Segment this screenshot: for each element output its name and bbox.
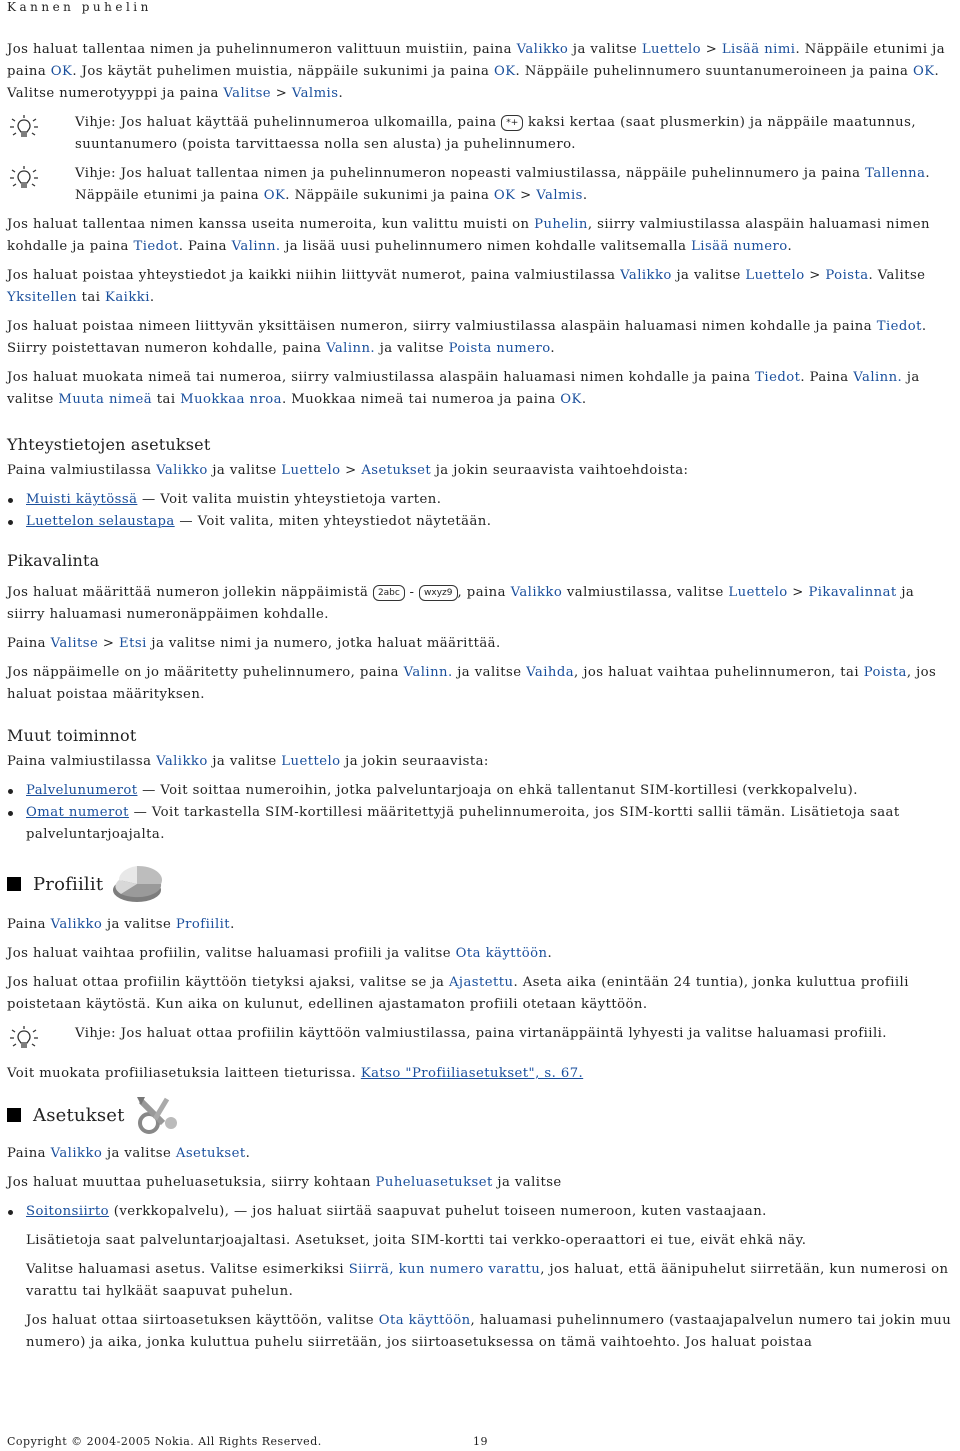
section-square-icon [7,877,21,891]
paragraph: Paina Valikko ja valitse Profiilit. [7,917,235,932]
paragraph-save-name: Jos haluat tallentaa nimen ja puhelinnumeron valittuun muistiin, paina Valikko ja valitse Luettelo > Lisää nimi. Näppäile etunimi ja paina OK. Jos käytät puhelimen muistia, näppäile sukunimi ja paina OK. Näppäile puhelinnumero suuntanumeroineen ja paina OK. Valitse numerotyyppi ja paina Valitse > Valmis. [7,42,946,101]
list-item: Muisti käytössä — Voit valita muistin yhteystietoja varten. [7,489,953,511]
paragraph: Jos haluat ottaa profiilin käyttöön tietyksi ajaksi, valitse se ja Ajastettu. Aseta aika (enintään 24 tuntia), jonka kuluttua profiili poistetaan käytöstä. Kun aika on kulunut, edellinen ajastamaton profiili otetaan käyttöön. [7,975,909,1012]
document-page [7,0,953,1361]
paragraph: Paina Valitse > Etsi ja valitse nimi ja numero, jotka haluat määrittää. [7,636,501,651]
lightbulb-icon [7,1023,75,1053]
paragraph: Jos näppäimelle on jo määritetty puhelinnumero, paina Valinn. ja valitse Vaihda, jos haluat vaihtaa puhelinnumeron, tai Poista, jos haluat poistaa määrityksen. [7,665,937,702]
tip-box: Vihje: Jos haluat ottaa profiilin käyttöön valmiustilassa, paina virtanäppäintä lyhyesti ja valitse haluamasi profiili. [7,1023,953,1053]
options-list [7,489,953,533]
key-ok: OK [493,64,516,79]
paragraph-delete-contacts: Jos haluat poistaa yhteystiedot ja kaikki niihin liittyvät numerot, paina valmiustilassa Valikko ja valitse Luettelo > Poista. Valitse Yksitellen tai Kaikki. [7,268,926,305]
list-item: Omat numerot — Voit tarkastella SIM-kortillesi määritettyjä puhelinnumeroita, jos SIM-kortti sallii tämän. Lisätietoja saat palveluntarjoajalta. [7,802,953,846]
paragraph: Paina valmiustilassa Valikko ja valitse Luettelo ja jokin seuraavista: [7,754,489,769]
lightbulb-icon [7,163,75,207]
copyright-text: Copyright © 2004-2005 Nokia. All Rights Reserved. [7,1435,322,1448]
profiles-pie-icon [111,860,165,908]
option-valitse: Valitse [223,86,272,101]
tip-box: Vihje: Jos haluat tallentaa nimen ja puhelinnumeron nopeasti valmiustilassa, näppäile puhelinnumero ja paina Tallenna. Näppäile etunimi ja paina OK. Näppäile sukunimi ja paina OK > Valmis. [7,163,953,207]
section-title-yhteystietojen-asetukset: Yhteystietojen asetukset [7,435,211,454]
paragraph: Valitse haluamasi asetus. Valitse esimerkiksi Siirrä, kun numero varattu, jos haluat, että äänipuhelut siirretään, kun numerosi on varattu tai hylkäät saapuvat puhelun. [26,1262,949,1299]
lightbulb-icon [7,112,75,156]
menu-lisaa-nimi: Lisää nimi [721,42,796,57]
profile-settings-link[interactable]: Katso "Profiiliasetukset", s. 67. [360,1066,584,1081]
paragraph: Jos haluat määrittää numeron jollekin näppäimistä 2abc - wxyz9 , paina Valikko valmiustilassa, valitse Luettelo > Pikavalinnat ja siirry haluamasi numeronäppäimen kohdalle. [7,585,915,622]
settings-wrench-icon [133,1093,183,1137]
page-number: 19 [473,1435,488,1448]
key-ok: OK [50,64,73,79]
list-item: Soitonsiirto (verkkopalvelu), — jos haluat siirtää saapuvat puhelut toiseen numeroon, kuten vastaajaan. [7,1201,953,1223]
paragraph: Jos haluat vaihtaa profiilin, valitse haluamasi profiili ja valitse Ota käyttöön. [7,946,553,961]
list-item: Luettelon selaustapa — Voit valita, miten yhteystiedot näytetään. [7,511,953,533]
menu-valikko: Valikko [516,42,569,57]
paragraph-multiple-numbers: Jos haluat tallentaa nimen kanssa useita numeroita, kun valittu muisti on Puhelin, siirry valmiustilassa alaspäin haluamasi nimen kohdalle ja paina Tiedot. Paina Valinn. ja lisää uusi puhelinnumero nimen kohdalle valitsemalla Lisää numero. [7,217,930,254]
paragraph: Voit muokata profiiliasetuksia laitteen tieturissa. Katso "Profiiliasetukset", s. 67. [7,1066,584,1081]
section-title-pikavalinta: Pikavalinta [7,551,100,570]
star-plus-key-icon: *+ [501,115,523,131]
menu-luettelo: Luettelo [641,42,702,57]
key-ok: OK [912,64,935,79]
list-item: Palvelunumerot — Voit soittaa numeroihin, jotka palveluntarjoaja on ehkä tallentanut SIM-kortillesi (verkkopalvelu). [7,780,953,802]
paragraph-delete-number: Jos haluat poistaa nimeen liittyvän yksittäisen numeron, siirry valmiustilassa alaspäin haluamasi nimen kohdalle ja paina Tiedot. Siirry poistettavan numeron kohdalle, paina Valinn. ja valitse Poista numero. [7,319,927,356]
options-list [7,1201,953,1223]
paragraph: Paina valmiustilassa Valikko ja valitse Luettelo > Asetukset ja jokin seuraavista vaihtoehdoista: [7,463,689,478]
tip-box: Vihje: Jos haluat käyttää puhelinnumeroa ulkomailla, paina *+ kaksi kertaa (saat plusmerkin) ja näppäile maatunnus, suuntanumero (poista tarvittaessa nolla sen alusta) ja puhelinnumero. [7,112,953,156]
paragraph: Jos haluat ottaa siirtoasetuksen käyttöön, valitse Ota käyttöön, haluamasi puhelinnumero (vastaajapalvelun numero tai jokin muu numero) ja aika, jonka kuluttua puhelu siirretään, jos siirtoasetuksessa on tämä vaihtoehto. Jos haluat poistaa [26,1313,952,1350]
page-footer [7,1435,488,1448]
paragraph: Jos haluat muuttaa puheluasetuksia, siirry kohtaan Puheluasetukset ja valitse [7,1175,562,1190]
chapter-title-asetukset: Asetukset [7,1093,953,1137]
paragraph: Paina Valikko ja valitse Asetukset. [7,1146,251,1161]
running-header: Kannen puhelin [7,0,152,14]
option-valmis: Valmis [291,86,339,101]
paragraph-edit: Jos haluat muokata nimeä tai numeroa, siirry valmiustilassa alaspäin haluamasi nimen kohdalle ja paina Tiedot. Paina Valinn. ja valitse Muuta nimeä tai Muokkaa nroa. Muokkaa nimeä tai numeroa ja paina OK. [7,370,920,407]
chapter-title-profiilit: Profiilit [7,860,953,908]
key-2-icon: 2abc [373,585,405,601]
key-9-icon: wxyz9 [419,585,457,601]
options-list [7,780,953,846]
paragraph: Lisätietoja saat palveluntarjoajaltasi. Asetukset, joita SIM-kortti tai verkko-operaattori ei tue, eivät ehkä näy. [26,1233,807,1248]
section-title-muut-toiminnot: Muut toiminnot [7,726,137,745]
section-square-icon [7,1108,21,1122]
